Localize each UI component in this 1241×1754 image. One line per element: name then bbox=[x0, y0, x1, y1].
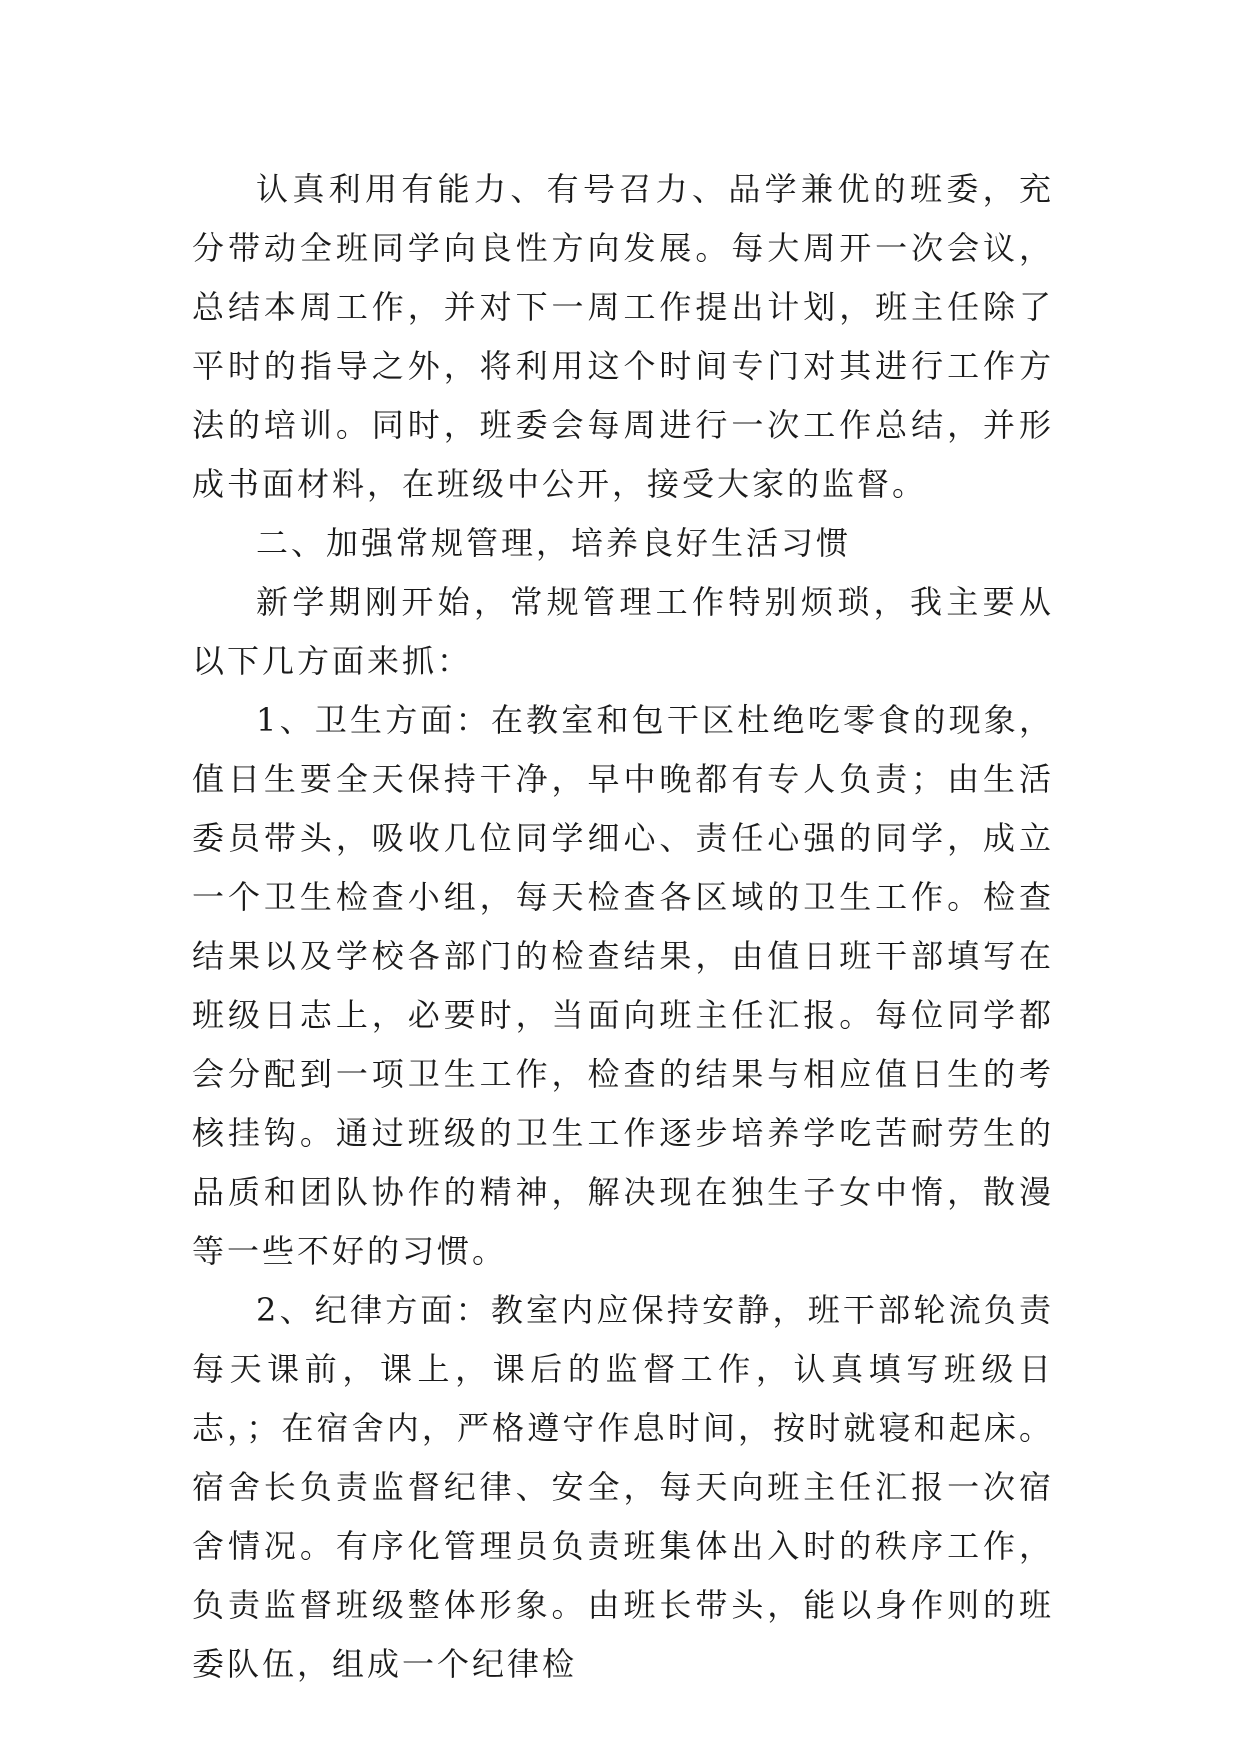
section-heading-routine-management: 二、加强常规管理，培养良好生活习惯 bbox=[256, 524, 852, 562]
document-body bbox=[192, 160, 1054, 1694]
paragraph-routine-intro: 新学期刚开始，常规管理工作特别烦琐，我主要从以下几方面来抓： bbox=[192, 583, 1054, 680]
paragraph-hygiene: 1、卫生方面：在教室和包干区杜绝吃零食的现象，值日生要全天保持干净，早中晚都有专人负责；由生活委员带头，吸收几位同学细心、责任心强的同学，成立一个卫生检查小组，每天检查各区域的卫生工作。检查结果以及学校各部门的检查结果，由值日班干部填写在班级日志上，必要时，当面向班主任汇报。每位同学都会分配到一项卫生工作，检查的结果与相应值日生的考核挂钩。通过班级的卫生工作逐步培养学吃苦耐劳生的品质和团队协作的精神，解决现在独生子女中惰，散漫等一些不好的习惯。 bbox=[192, 701, 1054, 1270]
paragraph-class-committee: 认真利用有能力、有号召力、品学兼优的班委，充分带动全班同学向良性方向发展。每大周开一次会议，总结本周工作，并对下一周工作提出计划，班主任除了平时的指导之外，将利用这个时间专门对其进行工作方法的培训。同时，班委会每周进行一次工作总结，并形成书面材料，在班级中公开，接受大家的监督。 bbox=[192, 170, 1054, 503]
paragraph-discipline: 2、纪律方面：教室内应保持安静，班干部轮流负责每天课前，课上，课后的监督工作，认真填写班级日志，；在宿舍内，严格遵守作息时间，按时就寝和起床。宿舍长负责监督纪律、安全，每天向班主任汇报一次宿舍情况。有序化管理员负责班集体出入时的秩序工作，负责监督班级整体形象。由班长带头，能以身作则的班委队伍，组成一个纪律检 bbox=[192, 1291, 1054, 1683]
